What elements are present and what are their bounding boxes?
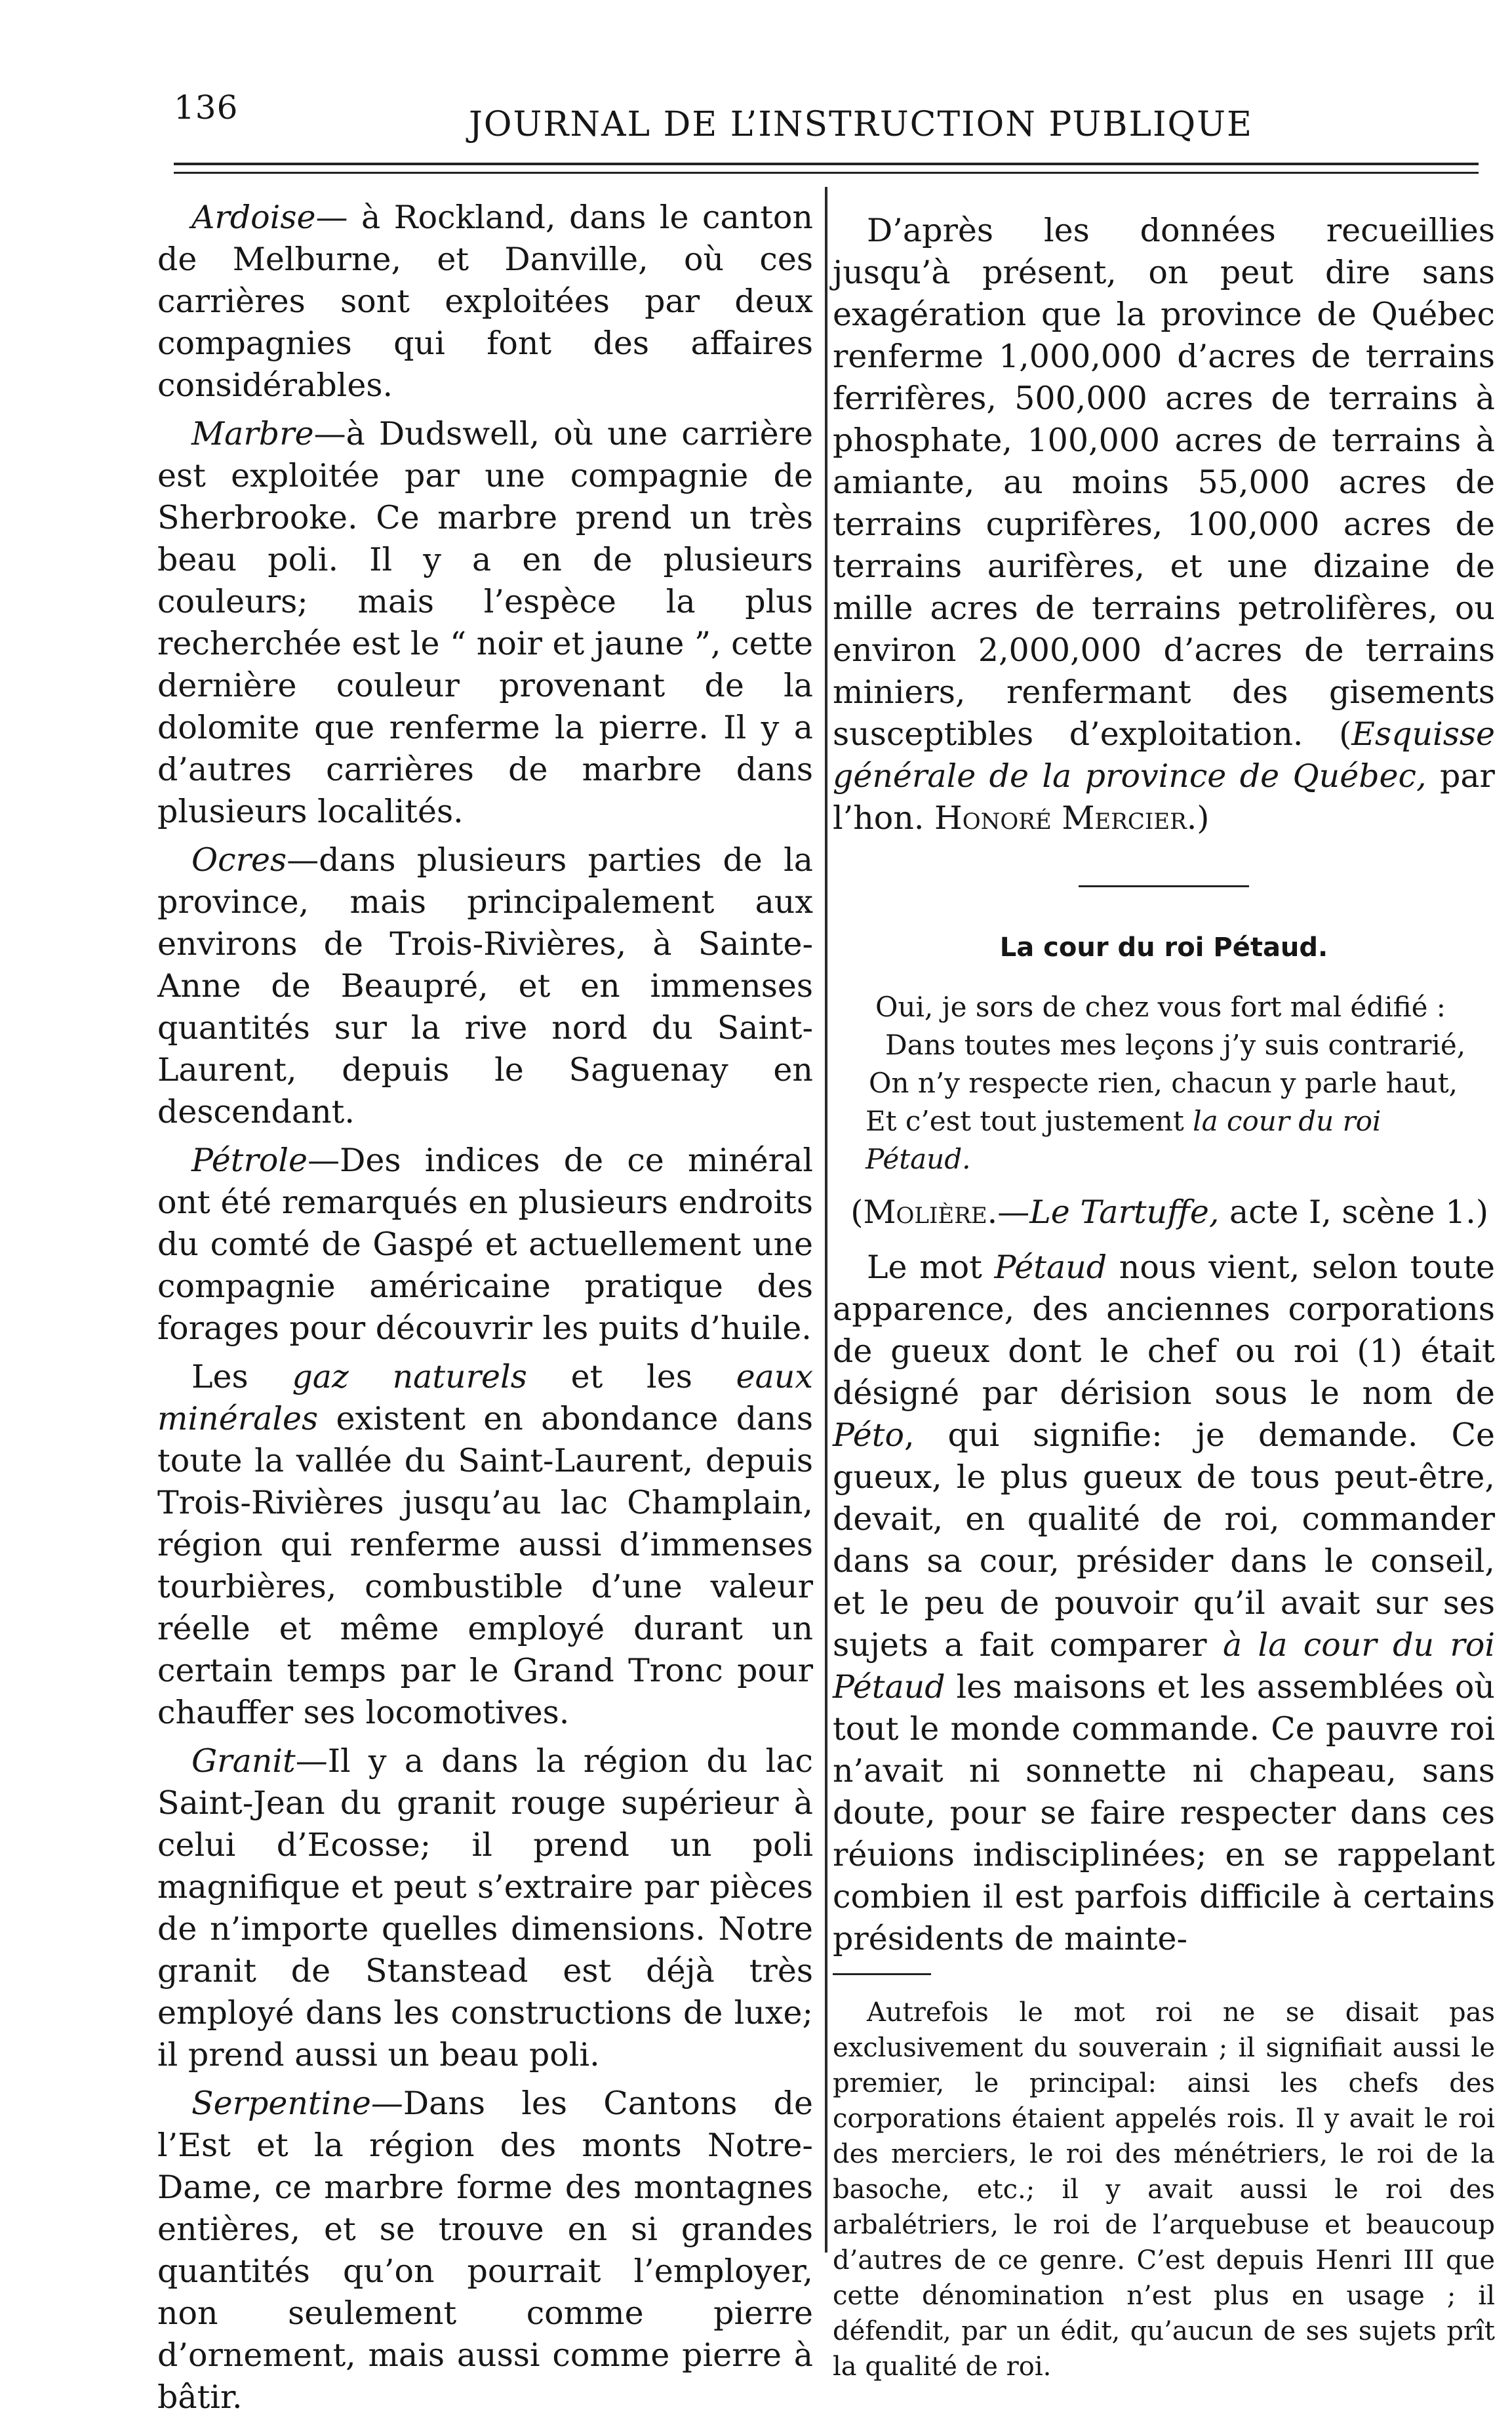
summary-paragraph <box>833 210 1495 839</box>
entry-term: Marbre <box>191 415 314 452</box>
poem-line <box>859 1102 1495 1178</box>
entry-gaz-naturels <box>157 1356 813 1734</box>
right-column <box>833 210 1495 2391</box>
body-emphasis: Pétaud <box>994 1249 1107 1286</box>
summary-text: par l’hon. <box>833 757 1495 837</box>
entry-term: Ardoise <box>191 199 316 236</box>
body-emphasis: à la cour du roi Pétaud <box>833 1626 1495 1706</box>
left-column <box>157 197 813 2425</box>
entry-term: Pétrole <box>191 1142 308 1179</box>
entry-text: existent en abondance dans toute la vallée du Saint-Laurent, depuis Trois-Rivières jusqu’au lac Champlain, région qui renferme aussi d’immenses tourbières, combustible d’une valeur réelle et même employé durant un certain temps par le Grand Tronc pour chauffer ses locomotives. <box>157 1400 813 1731</box>
poem-line: Oui, je sors de chez vous fort mal édifié : <box>875 991 1446 1023</box>
entry-term: Ocres <box>191 841 287 879</box>
poem-quote <box>859 988 1495 1178</box>
attribution-author: Molière <box>863 1193 987 1231</box>
footnote: Autrefois le mot roi ne se disait pas exclusivement du souverain ; il signifiait aussi le premier, le principal: ainsi les chefs des corporations étaient appelés rois. Il y avait le roi des merciers, le roi des ménétriers, le roi de la basoche, etc.; il y avait aussi le roi des arbalétriers, le roi de l’arquebuse et beaucoup d’autres de ce genre. C’est depuis Henri III que cette dénomination n’est plus en usage ; il défendit, par un édit, qu’aucun de ses sujets prît la qualité de roi. <box>833 1997 1495 2382</box>
poem-emphasis: la cour du roi Pétaud. <box>865 1105 1382 1175</box>
attribution-work: Le Tartuffe, <box>1029 1193 1220 1231</box>
quote-attribution <box>833 1192 1488 1233</box>
body-text: nous vient, selon toute apparence, des anciennes corporations de gueux dont le chef ou roi (1) était désigné par dérision sous le nom de <box>833 1249 1496 1412</box>
entry-text: Les <box>191 1358 292 1395</box>
body-paragraph <box>833 1247 1495 1960</box>
author-name: Honoré Mercier <box>934 799 1187 837</box>
poem-line: On n’y respecte rien, chacun y parle haut, <box>869 1067 1458 1099</box>
attribution-text: .— <box>987 1193 1030 1231</box>
entry-term: Granit <box>191 1742 296 1780</box>
entry-text: —à Dudswell, où une carrière est exploitée par une compagnie de Sherbrooke. Ce marbre prend un très beau poli. Il y a en de plusieurs couleurs; mais l’espèce la plus recherchée est le “ noir et jaune ”, cette dernière couleur provenant de la dolomite que renferme la pierre. Il y a d’autres carrières de marbre dans plusieurs localités. <box>157 415 813 830</box>
attribution-text: ( <box>850 1193 864 1231</box>
entry-ardoise <box>157 197 813 407</box>
attribution-text: acte I, scène 1.) <box>1219 1193 1488 1231</box>
entry-text: et les <box>527 1358 736 1395</box>
entry-text: —dans plusieurs parties de la province, mais principalement aux environs de Trois-Rivières, à Sainte-Anne de Beaupré, et en immenses quantités sur la rive nord du Saint-Laurent, depuis le Saguenay en descendant. <box>157 841 813 1131</box>
body-text: les maisons et les assemblées où tout le monde commande. Ce pauvre roi n’avait ni sonnette ni chapeau, sans doute, pour se faire respecter dans ces réuions indisciplinées; en se rappelant combien il est parfois difficile à certains présidents de mainte- <box>833 1668 1495 1957</box>
entry-text: — à Rockland, dans le canton de Melburne, et Danville, où ces carrières sont exploitées par deux compagnies qui font des affaires considérables. <box>157 199 813 404</box>
entry-petrole <box>157 1140 813 1350</box>
entry-text: —Des indices de ce minéral ont été remarqués en plusieurs endroits du comté de Gaspé et actuellement une compagnie américaine pratique des forages pour découvrir les puits d’huile. <box>157 1142 813 1347</box>
entry-term: eaux minérales <box>157 1358 813 1437</box>
footnote-rule <box>833 1973 931 1975</box>
body-text: , qui signifie: je demande. Ce gueux, le plus gueux de tous peut-être, devait, en qualité de roi, commander dans sa cour, présider dans le conseil, et le peu de pouvoir qu’il avait sur ses sujets a fait comparer <box>833 1416 1495 1664</box>
summary-text: D’après les données recueillies jusqu’à présent, on peut dire sans exagération que la province de Québec renferme 1,000,000 d’acres de terrains ferrifères, 500,000 acres de terrains à phosphate, 100,000 acres de terrains à amiante, au moins 55,000 acres de terrains cuprifères, 100,000 acres de terrains aurifères, et une dizaine de mille acres de terrains petrolifères, ou environ 2,000,000 d’acres de terrains miniers, renfermant des gisements susceptibles d’exploitation. ( <box>833 212 1495 753</box>
entry-serpentine <box>157 2083 813 2418</box>
running-head: JOURNAL DE L’INSTRUCTION PUBLIQUE <box>469 105 1253 144</box>
entry-ocres <box>157 839 813 1133</box>
poem-line: Dans toutes mes leçons j’y suis contrarié, <box>885 1029 1466 1061</box>
entry-marbre <box>157 413 813 833</box>
entry-term: Serpentine <box>191 2085 371 2122</box>
header-rule-secondary <box>174 172 1479 174</box>
poem-text: Et c’est tout justement <box>865 1105 1193 1137</box>
page-number: 136 <box>174 89 239 127</box>
summary-text: .) <box>1186 799 1210 837</box>
section-title: La cour du roi Pétaud. <box>999 932 1328 963</box>
body-emphasis: Péto <box>833 1416 904 1454</box>
page-header <box>167 79 1413 151</box>
entry-granit <box>157 1740 813 2076</box>
entry-term: gaz naturels <box>292 1358 527 1395</box>
entry-text: —Il y a dans la région du lac Saint-Jean du granit rouge supérieur à celui d’Ecosse; il prend un poli magnifique et peut s’extraire par pièces de n’importe quelles dimensions. Notre granit de Stanstead est déjà très employé dans les constructions de luxe; il prend aussi un beau poli. <box>157 1742 813 2074</box>
header-rule <box>174 163 1479 165</box>
section-divider <box>1079 885 1249 887</box>
body-text: Le mot <box>867 1249 995 1286</box>
source-title: Esquisse générale de la province de Québec, <box>833 715 1495 795</box>
column-divider <box>825 187 827 2253</box>
entry-text: —Dans les Cantons de l’Est et la région des monts Notre-Dame, ce marbre forme des montagnes entières, et se trouve en si grandes quantités qu’on pourrait l’employer, non seulement comme pierre d’ornement, mais aussi comme pierre à bâtir. <box>157 2085 813 2416</box>
